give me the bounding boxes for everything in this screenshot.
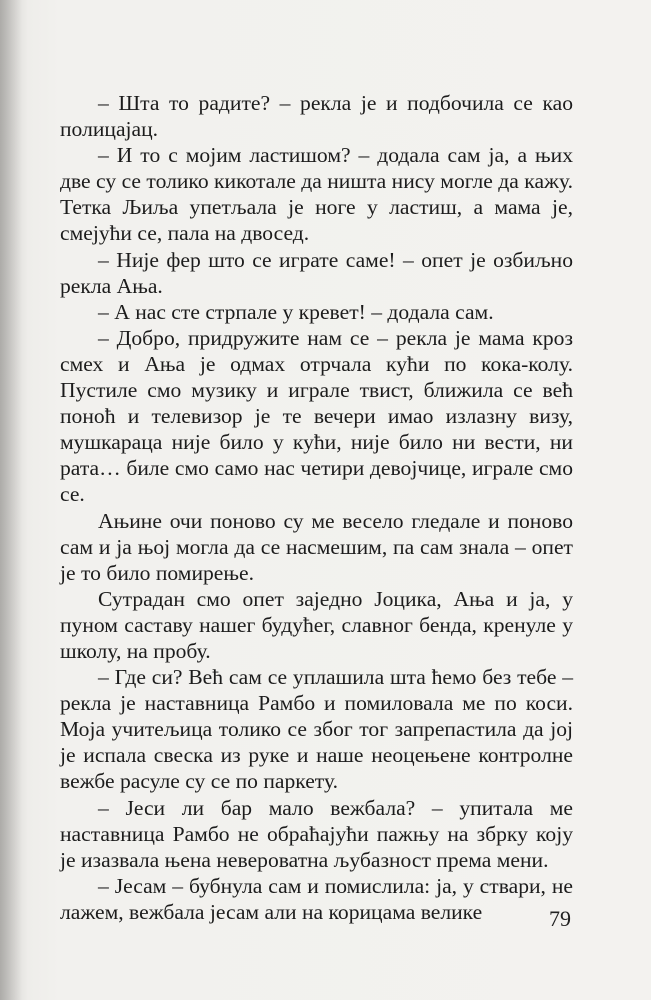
paragraph: – Јесам – бубнула сам и помислила: ја, у ствари, не лажем, вежбала јесам али на корицама велике [60, 873, 573, 924]
paragraph: – А нас сте стрпале у кревет! – додала сам. [98, 299, 494, 324]
paragraph: – Јеси ли бар мало вежбала? – упитала ме наставница Рамбо не обраћајући пажњу на збрку коју је изазвала њена невероватна љубазност према мени. [60, 795, 573, 872]
body-text [60, 90, 573, 925]
paragraph: – Није фер што се играте саме! – опет је озбиљно рекла Ања. [60, 247, 573, 298]
paragraph: Ањине очи поново су ме весело гледале и поново сам и ја њој могла да се насмешим, па сам знала – опет је то било помирење. [60, 508, 573, 585]
paragraph: – Шта то радите? – рекла је и подбочила се као полицајац. [60, 91, 573, 142]
paragraph: – Где си? Већ сам се уплашила шта ћемо без тебе – рекла је наставница Рамбо и помиловала ме по коси. Моја учитељица толико се због тог запрепастила да јој је испала свеска из руке и наше неоцењене контролне вежбе расуле су се по паркету. [60, 665, 573, 794]
page-number: 79 [549, 906, 571, 931]
paragraph: Сутрадан смо опет заједно Јоцика, Ања и ја, у пуном саставу нашег будућег, славног бенда, кренуле у школу, на пробу. [60, 586, 573, 663]
paragraph: – И то с мојим ластишом? – додала сам ја, а њих две су се толико кикотале да ништа нису могле да кажу. Тетка Љиља упетљала је ноге у ластиш, а мама је, смејући се, пала на двосед. [60, 143, 573, 246]
paragraph: – Добро, придружите нам се – рекла је мама кроз смех и Ања је одмах отрчала кући по кока-колу. Пустиле смо музику и играле твист, ближила се већ поноћ и телевизор је те вечери имао излазну визу, мушкараца није било у кући, није било ни вести, ни рата… биле смо само нас четири девојчице, играле смо се. [60, 325, 573, 507]
gutter-shadow [0, 0, 22, 1000]
